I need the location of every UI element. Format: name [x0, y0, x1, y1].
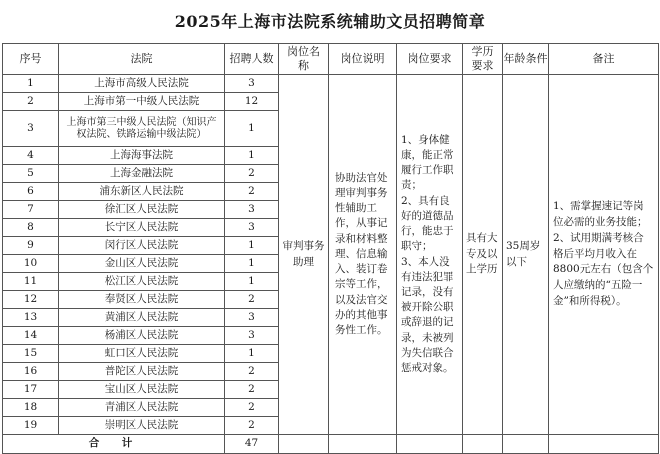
row-court: 上海市第三中级人民法院（知识产权法院、铁路运输中级法院） [59, 111, 225, 147]
note-cell: 1、需掌握速记等岗位必需的业务技能； 2、试用期满考核合格后平均月收入在8800元左右（包含个人应缴纳的“五险一金”和所得税）。 [549, 75, 659, 435]
row-court: 长宁区人民法院 [59, 219, 225, 237]
row-index: 5 [3, 165, 59, 183]
row-court: 杨浦区人民法院 [59, 327, 225, 345]
row-count: 2 [225, 363, 279, 381]
position-desc-cell: 协助法官处理审判事务性辅助工作，从事记录和材料整理、信息输入、装订卷宗等工作，以及法官交办的其他事务性工作。 [329, 75, 397, 435]
row-count: 2 [225, 291, 279, 309]
age-cell: 35周岁以下 [503, 75, 549, 435]
row-count: 12 [225, 93, 279, 111]
row-index: 16 [3, 363, 59, 381]
row-count: 2 [225, 183, 279, 201]
row-count: 2 [225, 399, 279, 417]
header-education: 学历要求 [463, 44, 503, 75]
row-index: 9 [3, 237, 59, 255]
total-empty-2 [329, 435, 397, 454]
header-count: 招聘人数 [225, 44, 279, 75]
row-court: 浦东新区人民法院 [59, 183, 225, 201]
total-empty-4 [463, 435, 503, 454]
row-index: 12 [3, 291, 59, 309]
header-note: 备注 [549, 44, 659, 75]
row-court: 徐汇区人民法院 [59, 201, 225, 219]
row-count: 3 [225, 75, 279, 93]
row-index: 1 [3, 75, 59, 93]
row-index: 8 [3, 219, 59, 237]
education-cell: 具有大专及以上学历 [463, 75, 503, 435]
row-index: 19 [3, 417, 59, 435]
header-age: 年龄条件 [503, 44, 549, 75]
row-court: 金山区人民法院 [59, 255, 225, 273]
row-index: 13 [3, 309, 59, 327]
row-court: 崇明区人民法院 [59, 417, 225, 435]
total-row [3, 435, 659, 454]
position-req-cell: 1、身体健康，能正常履行工作职责； 2、具有良好的道德品行，能忠于职守； 3、本人没有违法犯罪记录，没有被开除公职或辞退的记录，未被列为失信联合惩戒对象。 [397, 75, 463, 435]
row-index: 4 [3, 147, 59, 165]
row-count: 2 [225, 381, 279, 399]
row-court: 黄浦区人民法院 [59, 309, 225, 327]
total-empty-5 [503, 435, 549, 454]
row-index: 6 [3, 183, 59, 201]
row-index: 18 [3, 399, 59, 417]
row-index: 3 [3, 111, 59, 147]
row-index: 7 [3, 201, 59, 219]
row-court: 上海海事法院 [59, 147, 225, 165]
row-count: 3 [225, 309, 279, 327]
row-index: 2 [3, 93, 59, 111]
row-court: 青浦区人民法院 [59, 399, 225, 417]
total-empty-6 [549, 435, 659, 454]
row-court: 普陀区人民法院 [59, 363, 225, 381]
row-count: 1 [225, 147, 279, 165]
row-index: 10 [3, 255, 59, 273]
total-label: 合 计 [3, 435, 225, 454]
row-index: 15 [3, 345, 59, 363]
header-row [3, 44, 659, 75]
row-court: 松江区人民法院 [59, 273, 225, 291]
header-position-req: 岗位要求 [397, 44, 463, 75]
total-empty-3 [397, 435, 463, 454]
header-position-name: 岗位名称 [279, 44, 329, 75]
row-index: 14 [3, 327, 59, 345]
row-count: 1 [225, 255, 279, 273]
row-count: 1 [225, 237, 279, 255]
header-index: 序号 [3, 44, 59, 75]
row-count: 2 [225, 165, 279, 183]
row-court: 上海市高级人民法院 [59, 75, 225, 93]
row-count: 3 [225, 201, 279, 219]
row-count: 2 [225, 417, 279, 435]
recruitment-table [2, 43, 659, 454]
row-index: 11 [3, 273, 59, 291]
page-title: 2025年上海市法院系统辅助文员招聘简章 [174, 12, 486, 31]
row-court: 奉贤区人民法院 [59, 291, 225, 309]
row-count: 1 [225, 111, 279, 147]
row-court: 虹口区人民法院 [59, 345, 225, 363]
row-count: 1 [225, 345, 279, 363]
row-court: 上海市第一中级人民法院 [59, 93, 225, 111]
row-count: 3 [225, 327, 279, 345]
row-court: 上海金融法院 [59, 165, 225, 183]
row-court: 宝山区人民法院 [59, 381, 225, 399]
total-count: 47 [225, 435, 279, 454]
header-position-desc: 岗位说明 [329, 44, 397, 75]
row-count: 3 [225, 219, 279, 237]
row-court: 闵行区人民法院 [59, 237, 225, 255]
position-name-cell: 审判事务助理 [279, 75, 329, 435]
row-index: 17 [3, 381, 59, 399]
total-empty-1 [279, 435, 329, 454]
row-count: 1 [225, 273, 279, 291]
header-court: 法院 [59, 44, 225, 75]
table-row [3, 75, 659, 93]
